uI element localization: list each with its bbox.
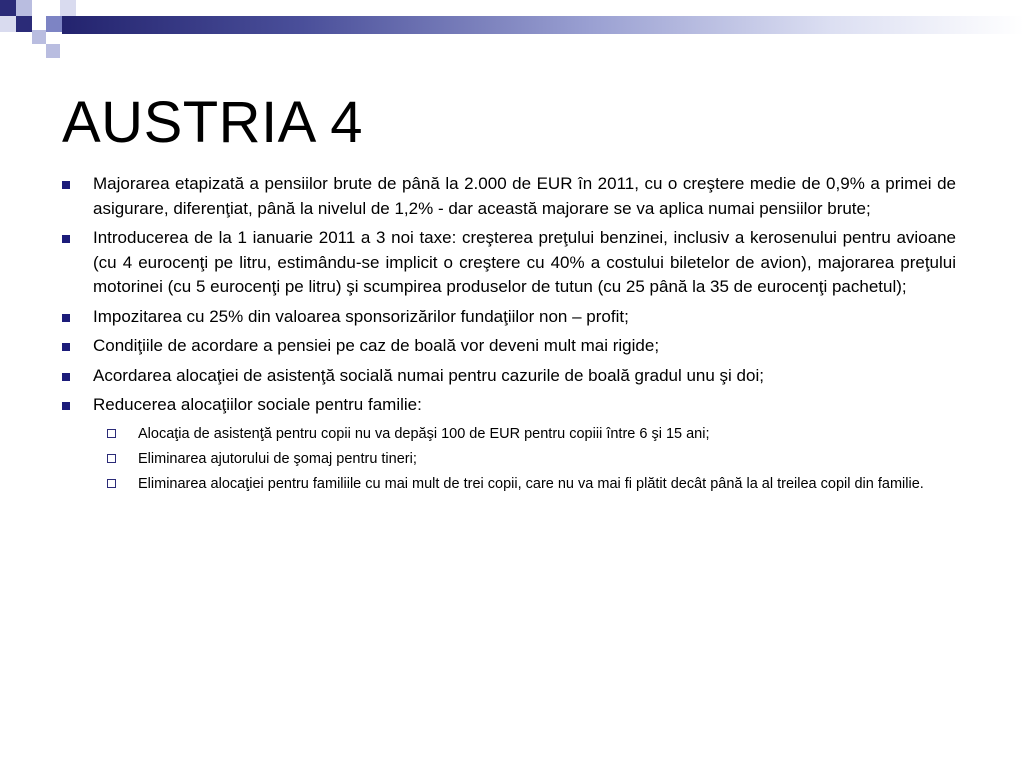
square-bullet-icon <box>62 343 70 351</box>
decor-square <box>60 0 76 16</box>
bullet-item <box>62 305 956 330</box>
header-gradient-bar <box>62 16 1024 34</box>
decor-square <box>46 44 60 58</box>
sub-bullet-item <box>62 473 956 495</box>
decor-square <box>0 0 16 16</box>
square-bullet-icon <box>62 402 70 410</box>
sub-bullet-item <box>62 448 956 470</box>
square-bullet-icon <box>62 314 70 322</box>
hollow-square-bullet-icon <box>107 454 116 463</box>
square-bullet-icon <box>62 373 70 381</box>
bullet-item <box>62 172 956 221</box>
bullet-item <box>62 364 956 389</box>
hollow-square-bullet-icon <box>107 429 116 438</box>
sub-bullet-text: Eliminarea alocaţiei pentru familiile cu mai mult de trei copii, care nu va mai fi plătit decât până la al treilea copil din familie. <box>138 475 924 492</box>
decor-square <box>16 0 32 16</box>
bullet-text: Introducerea de la 1 ianuarie 2011 a 3 noi taxe: creşterea preţului benzinei, inclusiv a kerosenului pentru avioane (cu 4 eurocenţi pe litru, estimându-se implicit o creştere cu 40% a costului biletelor de avion), majorarea preţului motorinei (cu 5 eurocenţi pe litru) şi scumpirea produselor de tutun (cu 25 până la 35 de eurocenţi pachetul); <box>93 228 956 296</box>
slide-title: AUSTRIA 4 <box>62 90 364 155</box>
bullet-text: Condiţiile de acordare a pensiei pe caz de boală vor deveni mult mai rigide; <box>93 336 660 355</box>
decor-square <box>32 30 46 44</box>
square-bullet-icon <box>62 235 70 243</box>
decor-square <box>0 16 16 32</box>
sub-bullet-item <box>62 423 956 445</box>
slide-content <box>62 172 956 498</box>
bullet-text: Reducerea alocaţiilor sociale pentru familie: <box>93 395 422 414</box>
bullet-item <box>62 226 956 300</box>
bullet-text: Acordarea alocaţiei de asistenţă socială numai pentru cazurile de boală gradul unu şi doi; <box>93 365 764 385</box>
sub-bullet-text: Alocaţia de asistenţă pentru copii nu va depăşi 100 de EUR pentru copiii între 6 şi 15 ani; <box>138 425 710 442</box>
square-bullet-icon <box>62 181 70 189</box>
sub-bullet-text: Eliminarea ajutorului de şomaj pentru tineri; <box>138 450 417 467</box>
bullet-text: Impozitarea cu 25% din valoarea sponsorizărilor fundaţiilor non – profit; <box>93 306 629 326</box>
bullet-item <box>62 334 956 359</box>
decor-square <box>46 16 62 32</box>
decor-square <box>16 16 32 32</box>
bullet-item <box>62 393 956 418</box>
hollow-square-bullet-icon <box>107 479 116 488</box>
bullet-text: Majorarea etapizată a pensiilor brute de până la 2.000 de EUR în 2011, cu o creştere medie de 0,9% a primei de asigurare, diferenţiat, până la nivelul de 1,2% - dar această majorare se va aplica numai pensiilor brute; <box>93 174 956 218</box>
